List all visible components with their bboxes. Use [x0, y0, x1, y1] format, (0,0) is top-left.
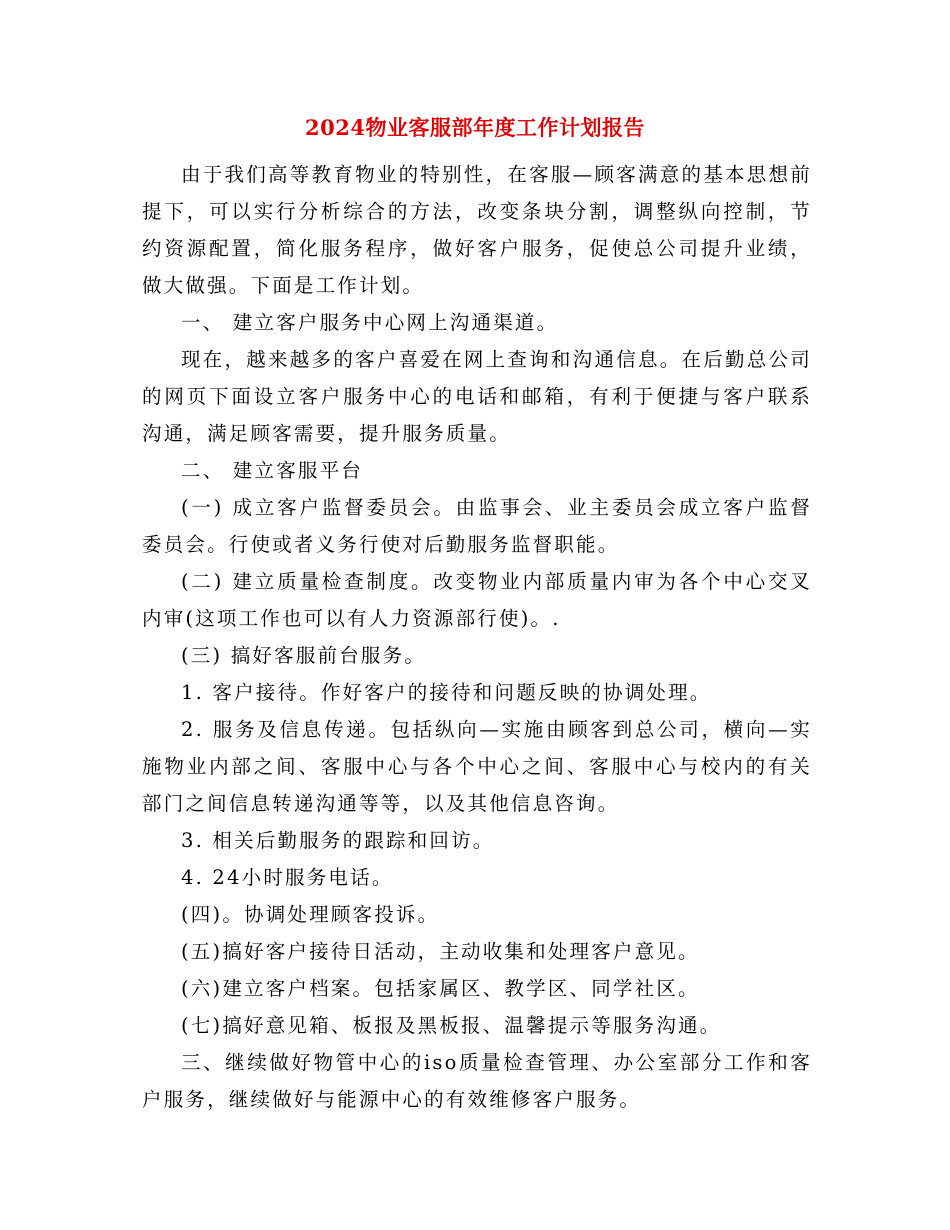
list-item-1: 1. 客户接待。作好客户的接待和问题反映的协调处理。: [181, 681, 712, 704]
document-body: [142, 156, 812, 1118]
paragraph-item-6: (六)建立客户档案。包括家属区、教学区、同学社区。: [181, 977, 700, 1000]
paragraph-item-7: (七)搞好意见箱、板报及黑板报、温馨提示等服务沟通。: [181, 1014, 722, 1037]
section-heading-1: 一、 建立客户服务中心网上沟通渠道。: [181, 311, 559, 334]
paragraph-online-channel: 现在，越来越多的客户喜爱在网上查询和沟通信息。在后勤总公司的网页下面设立客户服务中心的电话和邮箱，有利于便捷与客户联系沟通，满足顾客需要，提升服务质量。: [142, 348, 812, 445]
paragraph-item-5: (五)搞好客户接待日活动，主动收集和处理客户意见。: [181, 940, 700, 963]
section-heading-2: 二、 建立客服平台: [181, 459, 363, 482]
list-item-3: 3. 相关后勤服务的跟踪和回访。: [181, 829, 495, 852]
paragraph-item-3: (三) 搞好客服前台服务。: [181, 644, 427, 667]
paragraph-item-1: (一) 成立客户监督委员会。由监事会、业主委员会成立客户监督委员会。行使或者义务行使对后勤服务监督职能。: [142, 496, 812, 556]
paragraph-intro: 由于我们高等教育物业的特别性，在客服—顾客满意的基本思想前提下，可以实行分析综合的方法，改变条块分割，调整纵向控制，节约资源配置，简化服务程序，做好客户服务，促使总公司提升业绩，做大做强。下面是工作计划。: [142, 163, 812, 297]
paragraph-item-4: (四)。协调处理顾客投诉。: [181, 903, 440, 926]
section-heading-3: 三、继续做好物管中心的iso质量检查管理、办公室部分工作和客户服务，继续做好与能源中心的有效维修客户服务。: [142, 1051, 812, 1111]
paragraph-item-2: (二) 建立质量检查制度。改变物业内部质量内审为各个中心交叉内审(这项工作也可以有人力资源部行使)。.: [142, 570, 812, 630]
list-item-2: 2. 服务及信息传递。包括纵向—实施由顾客到总公司，横向—实施物业内部之间、客服中心与各个中心之间、客服中心与校内的有关部门之间信息转递沟通等等，以及其他信息咨询。: [142, 718, 812, 815]
document-title: 2024物业客服部年度工作计划报告: [305, 115, 645, 140]
list-item-4: 4. 24小时服务电话。: [181, 866, 394, 889]
